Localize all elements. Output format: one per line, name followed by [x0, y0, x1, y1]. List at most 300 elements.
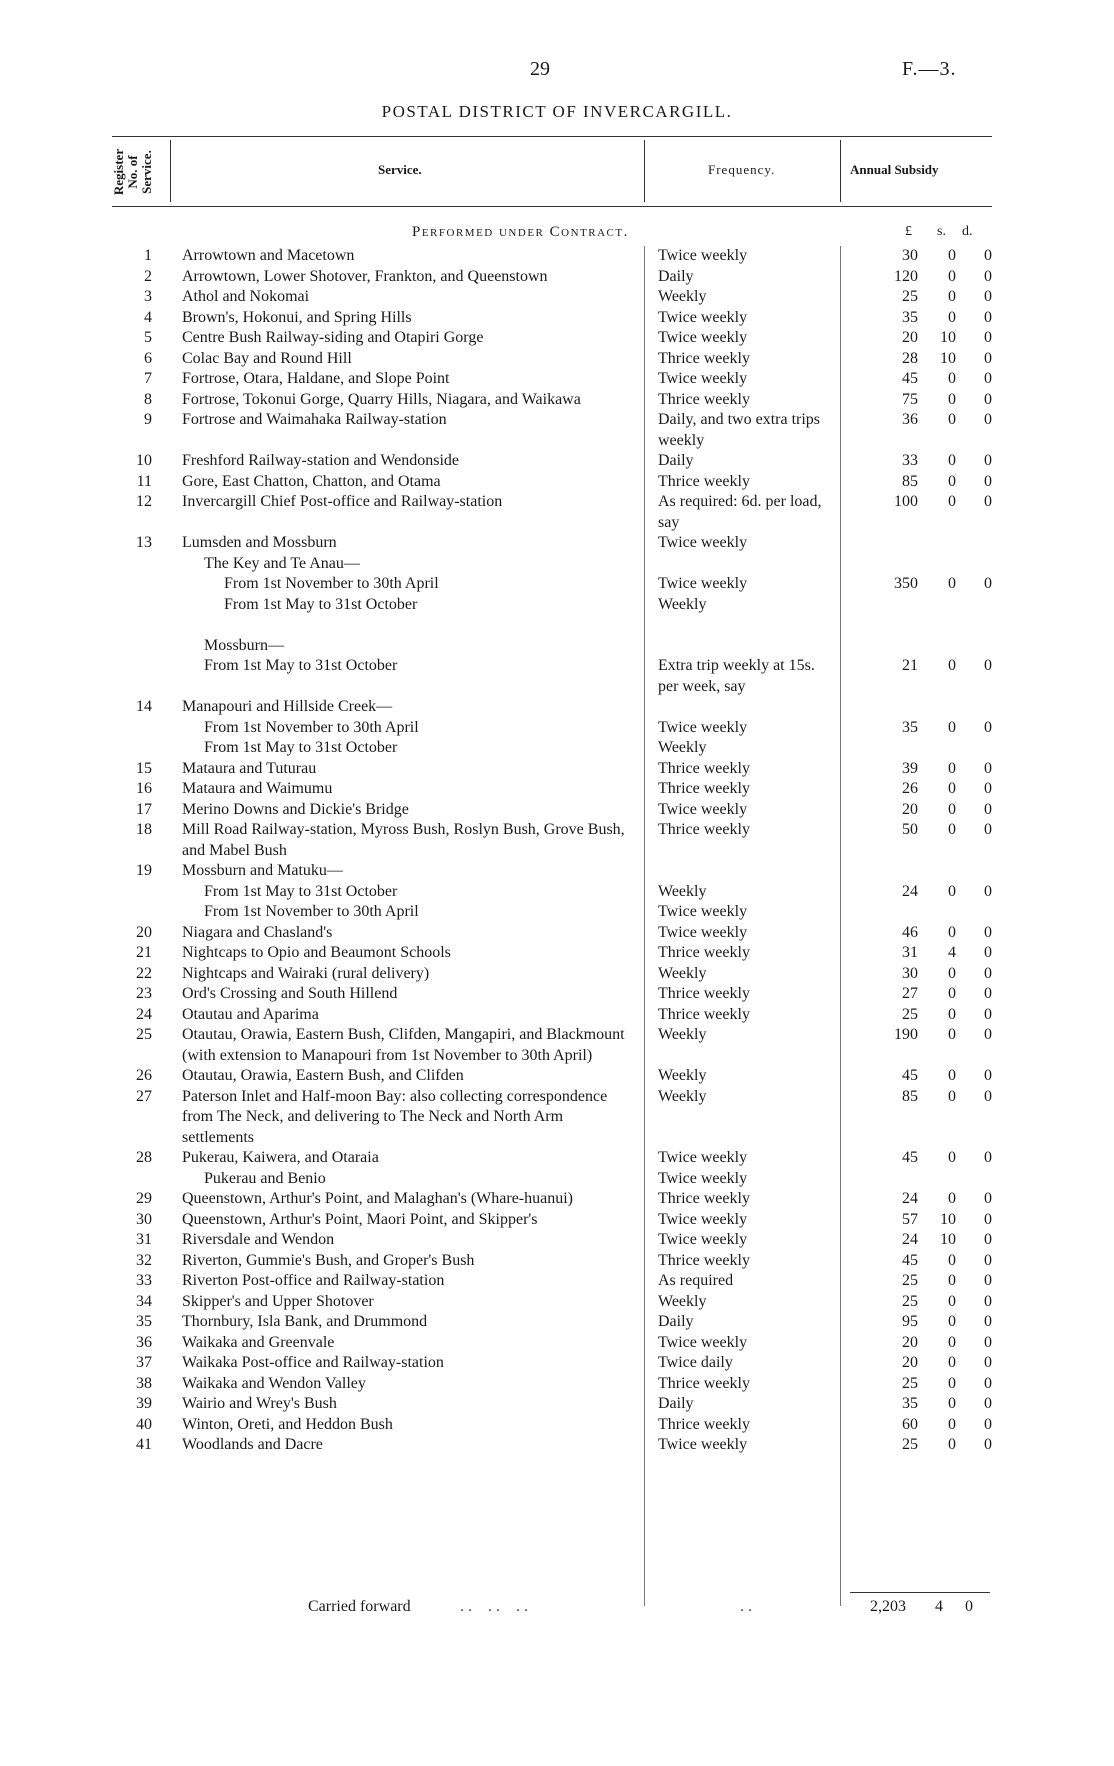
frequency-cell — [638, 697, 828, 718]
pounds-cell — [828, 615, 918, 636]
pounds-cell: 25 — [902, 1272, 918, 1289]
register-number: 25 — [136, 1026, 152, 1043]
pence-cell: 0 — [984, 800, 992, 818]
column-divider — [644, 140, 645, 202]
service-cell: Brown's, Hokonui, and Spring Hills — [182, 308, 412, 326]
shillings-cell — [918, 595, 956, 616]
pounds-cell: 35 — [902, 308, 918, 326]
pence-cell — [956, 595, 992, 616]
leader-dots: . . . . . . — [460, 1598, 528, 1615]
register-number: 2 — [144, 267, 152, 285]
frequency-cell: Twice weekly — [658, 575, 748, 592]
shillings-cell: 4 — [948, 944, 956, 961]
pounds-cell: 24 — [902, 882, 918, 900]
table-row — [0, 882, 1114, 903]
shillings-cell — [918, 861, 956, 882]
table-row — [0, 1415, 1114, 1436]
register-number: 22 — [136, 964, 152, 982]
pounds-cell: 36 — [902, 411, 918, 428]
pence-cell: 0 — [984, 780, 992, 797]
pounds-cell — [828, 861, 918, 882]
service-cell: Mataura and Waimumu — [182, 780, 333, 797]
frequency-cell: As required: 6d. per load, say — [658, 493, 826, 531]
service-cell: Otautau, Orawia, Eastern Bush, and Clifden — [182, 1067, 464, 1084]
pence-cell: 0 — [984, 349, 992, 367]
frequency-cell: Twice weekly — [658, 247, 748, 264]
service-cell: Fortrose, Otara, Haldane, and Slope Point — [182, 370, 450, 387]
table-row — [0, 697, 1114, 718]
frequency-cell: Thrice weekly — [658, 1374, 750, 1392]
shillings-cell — [918, 1169, 956, 1190]
table-row — [0, 738, 1114, 759]
table-row — [0, 369, 1114, 390]
table-row — [0, 718, 1114, 739]
register-number: 3 — [144, 288, 152, 305]
frequency-cell — [638, 636, 828, 657]
shillings-cell: 0 — [948, 308, 956, 326]
pence-cell — [956, 738, 992, 759]
service-cell: Arrowtown, Lower Shotover, Frankton, and Queenstown — [182, 267, 548, 285]
register-column-header: Register No. of Service. — [111, 148, 154, 196]
page-title: POSTAL DISTRICT OF INVERCARGILL. — [381, 102, 733, 121]
table-row — [0, 410, 1114, 451]
pence-cell: 0 — [984, 329, 992, 346]
shillings-cell: 0 — [948, 288, 956, 305]
pence-cell — [956, 636, 992, 657]
shillings-cell: 0 — [948, 882, 956, 900]
pounds-cell: 20 — [902, 329, 918, 346]
register-number: 13 — [136, 534, 152, 551]
pence-cell: 0 — [984, 288, 992, 305]
shillings-cell: 0 — [948, 759, 956, 777]
pounds-cell: 120 — [894, 267, 918, 285]
frequency-cell: Weekly — [658, 288, 707, 305]
frequency-cell: Weekly — [658, 1292, 707, 1310]
service-cell: Pukerau, Kaiwera, and Otaraia — [182, 1149, 379, 1166]
frequency-cell: Twice weekly — [658, 1169, 748, 1187]
pence-cell: 0 — [984, 308, 992, 326]
pounds-cell: 39 — [902, 759, 918, 777]
service-cell: Mossburn and Matuku— — [182, 862, 343, 879]
frequency-cell: Twice weekly — [658, 370, 748, 387]
pounds-cell: 25 — [902, 1374, 918, 1392]
frequency-cell: Twice weekly — [658, 308, 748, 326]
service-cell: Fortrose and Waimahaka Railway-station — [182, 411, 447, 428]
shillings-cell: 0 — [948, 800, 956, 818]
shillings-cell: 0 — [948, 1190, 956, 1207]
pence-cell: 0 — [984, 1149, 992, 1166]
pence-cell: 0 — [984, 964, 992, 982]
pounds-cell: 21 — [902, 657, 918, 674]
pence-cell: 0 — [984, 1354, 992, 1371]
register-number — [0, 636, 166, 657]
frequency-cell — [638, 615, 828, 636]
shillings-cell — [918, 738, 956, 759]
pence-cell — [956, 1169, 992, 1190]
shillings-cell: 0 — [948, 821, 956, 838]
pounds-cell: 35 — [902, 1395, 918, 1412]
shillings-cell: 0 — [948, 1395, 956, 1412]
table-row — [0, 451, 1114, 472]
pounds-cell: 60 — [902, 1415, 918, 1433]
service-cell: Paterson Inlet and Half-moon Bay: also collecting correspondence from The Neck, and delivering to The Neck and North Arm settlements — [182, 1087, 612, 1146]
register-number: 33 — [136, 1272, 152, 1289]
frequency-cell: Weekly — [658, 882, 707, 900]
table-row — [0, 533, 1114, 554]
shillings-cell: 0 — [948, 1087, 956, 1105]
frequency-cell: Extra trip weekly at 15s. per week, say — [658, 657, 819, 695]
shillings-cell: 0 — [948, 1292, 956, 1310]
register-number — [0, 718, 166, 739]
register-number: 12 — [136, 493, 152, 510]
service-cell: Merino Downs and Dickie's Bridge — [182, 800, 409, 818]
shillings-cell: 0 — [948, 247, 956, 264]
service-cell: From 1st May to 31st October — [204, 739, 398, 756]
frequency-cell: Weekly — [658, 1087, 707, 1105]
frequency-cell: Thrice weekly — [658, 1415, 750, 1433]
service-cell: Winton, Oreti, and Heddon Bush — [182, 1415, 393, 1433]
service-table — [0, 246, 1114, 1456]
pence-cell: 0 — [984, 821, 992, 838]
table-row — [0, 820, 1114, 861]
frequency-cell: Thrice weekly — [658, 944, 750, 961]
register-number: 23 — [136, 985, 152, 1002]
pence-cell — [956, 902, 992, 923]
frequency-cell: Thrice weekly — [658, 821, 750, 838]
pounds-cell: 24 — [902, 1190, 918, 1207]
pence-cell: 0 — [984, 1190, 992, 1207]
register-number: 27 — [136, 1087, 152, 1105]
register-number: 20 — [136, 923, 152, 941]
table-row — [0, 943, 1114, 964]
service-cell: From 1st November to 30th April — [204, 718, 419, 736]
table-row — [0, 1312, 1114, 1333]
pence-cell: 0 — [984, 1210, 992, 1228]
pounds-cell: 20 — [902, 1333, 918, 1351]
service-cell: Fortrose, Tokonui Gorge, Quarry Hills, Niagara, and Waikawa — [182, 390, 581, 408]
pence-heading: d. — [962, 224, 973, 239]
service-cell: Invercargill Chief Post-office and Railway-station — [182, 493, 503, 510]
pence-cell: 0 — [984, 370, 992, 387]
service-cell: Otautau and Aparima — [182, 1005, 319, 1023]
service-cell: Lumsden and Mossburn — [182, 534, 337, 551]
register-number: 37 — [136, 1354, 152, 1371]
service-cell: Wairio and Wrey's Bush — [182, 1395, 337, 1412]
pence-cell: 0 — [984, 1251, 992, 1269]
pence-cell: 0 — [984, 1333, 992, 1351]
shillings-cell: 0 — [948, 1313, 956, 1330]
frequency-cell: Weekly — [658, 1026, 707, 1043]
shillings-heading: s. — [937, 224, 946, 239]
pence-cell: 0 — [984, 882, 992, 900]
register-number — [0, 615, 166, 636]
frequency-cell: Twice daily — [658, 1354, 733, 1371]
table-row — [0, 595, 1114, 616]
register-number — [0, 574, 166, 595]
service-cell: Pukerau and Benio — [204, 1169, 326, 1187]
pounds-heading: £ — [905, 224, 912, 239]
shillings-cell: 0 — [948, 493, 956, 510]
register-number — [0, 595, 166, 616]
register-number: 14 — [136, 698, 152, 715]
shillings-cell: 0 — [948, 657, 956, 674]
pence-cell: 0 — [984, 1436, 992, 1453]
service-cell — [166, 615, 638, 636]
service-cell: Waikaka and Wendon Valley — [182, 1374, 366, 1392]
register-number — [0, 1169, 166, 1190]
pence-cell: 0 — [984, 923, 992, 941]
pence-cell: 0 — [984, 1087, 992, 1105]
frequency-cell: Twice weekly — [658, 800, 748, 818]
pounds-cell — [828, 533, 918, 554]
shillings-cell: 0 — [948, 575, 956, 592]
frequency-cell: Daily, and two extra trips weekly — [658, 411, 825, 449]
service-cell: Mill Road Railway-station, Myross Bush, Roslyn Bush, Grove Bush, and Mabel Bush — [182, 821, 629, 859]
pounds-cell: 26 — [902, 780, 918, 797]
pounds-cell: 27 — [902, 985, 918, 1002]
frequency-cell: As required — [658, 1272, 734, 1289]
register-number: 19 — [136, 862, 152, 879]
pence-cell: 0 — [984, 472, 992, 490]
frequency-cell: Twice weekly — [658, 903, 748, 920]
register-number: 31 — [136, 1231, 152, 1248]
register-number: 5 — [144, 329, 152, 346]
service-cell: Centre Bush Railway-siding and Otapiri Gorge — [182, 329, 484, 346]
service-cell: Manapouri and Hillside Creek— — [182, 698, 393, 715]
register-number: 15 — [136, 759, 152, 777]
pounds-cell — [828, 697, 918, 718]
pence-cell: 0 — [984, 1005, 992, 1023]
pounds-cell: 45 — [902, 1067, 918, 1084]
service-cell: Riversdale and Wendon — [182, 1231, 335, 1248]
pounds-cell: 57 — [902, 1210, 918, 1228]
register-number: 1 — [144, 247, 152, 264]
frequency-cell: Twice weekly — [658, 923, 748, 941]
column-divider — [644, 246, 645, 1606]
register-number: 29 — [136, 1190, 152, 1207]
frequency-cell: Thrice weekly — [658, 1251, 750, 1269]
table-row — [0, 1005, 1114, 1026]
document-code: F.—3. — [902, 58, 957, 80]
pounds-cell: 95 — [902, 1313, 918, 1330]
frequency-cell: Twice weekly — [658, 1210, 748, 1228]
column-divider — [840, 246, 841, 1606]
service-cell: Niagara and Chasland's — [182, 923, 333, 941]
pounds-cell — [828, 738, 918, 759]
shillings-cell: 0 — [948, 1272, 956, 1289]
table-row — [0, 1169, 1114, 1190]
frequency-cell: Weekly — [658, 1067, 707, 1084]
pounds-cell: 30 — [902, 964, 918, 982]
shillings-cell: 0 — [948, 985, 956, 1002]
table-row — [0, 984, 1114, 1005]
table-row — [0, 1148, 1114, 1169]
pounds-cell: 46 — [902, 923, 918, 941]
shillings-cell: 0 — [948, 390, 956, 408]
register-number: 36 — [136, 1333, 152, 1351]
table-row — [0, 1333, 1114, 1354]
register-number: 24 — [136, 1005, 152, 1023]
pence-cell: 0 — [984, 1231, 992, 1248]
table-row — [0, 800, 1114, 821]
pence-cell — [956, 697, 992, 718]
shillings-cell: 0 — [948, 1333, 956, 1351]
pounds-cell — [828, 902, 918, 923]
table-row — [0, 472, 1114, 493]
table-row — [0, 328, 1114, 349]
shillings-cell: 10 — [940, 1231, 956, 1248]
service-cell: Thornbury, Isla Bank, and Drummond — [182, 1313, 428, 1330]
service-column-header: Service. — [378, 162, 422, 177]
register-number: 11 — [136, 472, 152, 490]
shillings-cell: 0 — [948, 718, 956, 736]
register-number: 4 — [144, 308, 152, 326]
frequency-cell: Weekly — [658, 964, 707, 982]
table-row — [0, 923, 1114, 944]
carried-forward-pounds: 2,203 — [870, 1598, 906, 1615]
service-cell: Ord's Crossing and South Hillend — [182, 985, 398, 1002]
pounds-cell: 45 — [902, 1251, 918, 1269]
shillings-cell: 0 — [948, 1374, 956, 1392]
frequency-cell: Twice weekly — [658, 1436, 748, 1453]
pounds-cell: 30 — [902, 247, 918, 264]
service-cell: Queenstown, Arthur's Point, Maori Point, and Skipper's — [182, 1210, 538, 1228]
shillings-cell — [918, 554, 956, 575]
pence-cell: 0 — [984, 1272, 992, 1289]
pence-cell: 0 — [984, 452, 992, 469]
pounds-cell: 85 — [902, 472, 918, 490]
table-row — [0, 779, 1114, 800]
table-row — [0, 1087, 1114, 1149]
frequency-cell: Twice weekly — [658, 718, 748, 736]
service-cell: From 1st May to 31st October — [224, 595, 418, 613]
service-cell: Riverton, Gummie's Bush, and Groper's Bush — [182, 1251, 475, 1269]
frequency-cell: Weekly — [658, 595, 707, 613]
page-number: 29 — [530, 58, 550, 80]
shillings-cell: 10 — [940, 1210, 956, 1228]
shillings-cell: 10 — [940, 329, 956, 346]
register-number — [0, 656, 166, 697]
register-number: 16 — [136, 780, 152, 797]
register-number: 32 — [136, 1251, 152, 1269]
shillings-cell: 0 — [948, 411, 956, 428]
register-number: 40 — [136, 1415, 152, 1433]
register-number: 41 — [136, 1436, 152, 1453]
table-row — [0, 1374, 1114, 1395]
service-cell: Athol and Nokomai — [182, 288, 310, 305]
service-cell: Nightcaps and Wairaki (rural delivery) — [182, 964, 430, 982]
register-number: 38 — [136, 1374, 152, 1392]
table-row — [0, 1066, 1114, 1087]
pence-cell: 0 — [984, 1374, 992, 1392]
frequency-cell: Daily — [658, 452, 694, 469]
frequency-cell: Twice weekly — [658, 1231, 748, 1248]
pence-cell — [956, 554, 992, 575]
pounds-cell: 24 — [902, 1231, 918, 1248]
frequency-cell: Thrice weekly — [658, 985, 750, 1002]
pence-cell: 0 — [984, 1026, 992, 1043]
pence-cell — [956, 861, 992, 882]
table-row — [0, 636, 1114, 657]
shillings-cell: 0 — [948, 923, 956, 941]
service-cell: Colac Bay and Round Hill — [182, 349, 352, 367]
register-number: 17 — [136, 800, 152, 818]
pounds-cell: 31 — [902, 944, 918, 961]
total-rule — [850, 1592, 990, 1593]
frequency-cell: Daily — [658, 1313, 694, 1330]
frequency-cell: Thrice weekly — [658, 390, 750, 408]
service-cell: Freshford Railway-station and Wendonside — [182, 452, 460, 469]
pounds-cell: 45 — [902, 370, 918, 387]
shillings-cell — [918, 636, 956, 657]
pounds-cell: 25 — [902, 1292, 918, 1310]
service-cell: Skipper's and Upper Shotover — [182, 1292, 374, 1310]
table-row — [0, 1189, 1114, 1210]
pounds-cell — [828, 554, 918, 575]
service-cell: Waikaka and Greenvale — [182, 1333, 335, 1351]
pounds-cell: 45 — [902, 1149, 918, 1166]
carried-forward-shillings: 4 — [935, 1598, 943, 1615]
pence-cell: 0 — [984, 657, 992, 674]
pence-cell — [956, 533, 992, 554]
shillings-cell: 0 — [948, 452, 956, 469]
service-cell: Arrowtown and Macetown — [182, 247, 355, 264]
pence-cell: 0 — [984, 1313, 992, 1330]
frequency-cell: Daily — [658, 267, 694, 285]
table-row — [0, 964, 1114, 985]
register-number: 8 — [144, 390, 152, 408]
register-number: 18 — [136, 821, 152, 838]
pounds-cell: 33 — [902, 452, 918, 469]
register-number: 26 — [136, 1067, 152, 1084]
register-number: 7 — [144, 370, 152, 387]
table-row — [0, 656, 1114, 697]
frequency-cell: Daily — [658, 1395, 694, 1412]
shillings-cell: 0 — [948, 472, 956, 490]
table-row — [0, 287, 1114, 308]
table-row — [0, 349, 1114, 370]
frequency-cell: Thrice weekly — [658, 1190, 750, 1207]
shillings-cell: 0 — [948, 1415, 956, 1433]
pence-cell — [956, 615, 992, 636]
pounds-cell: 85 — [902, 1087, 918, 1105]
shillings-cell: 0 — [948, 964, 956, 982]
pounds-cell — [828, 595, 918, 616]
frequency-cell: Thrice weekly — [658, 780, 750, 797]
frequency-cell: Twice weekly — [658, 534, 748, 551]
shillings-cell: 10 — [940, 349, 956, 367]
shillings-cell: 0 — [948, 780, 956, 797]
register-number — [0, 902, 166, 923]
pounds-cell: 20 — [902, 1354, 918, 1371]
frequency-cell: Weekly — [658, 739, 707, 756]
shillings-cell: 0 — [948, 267, 956, 285]
service-cell: Gore, East Chatton, Chatton, and Otama — [182, 472, 441, 490]
shillings-cell: 0 — [948, 1067, 956, 1084]
table-row — [0, 1025, 1114, 1066]
shillings-cell — [918, 615, 956, 636]
table-row — [0, 1210, 1114, 1231]
shillings-cell — [918, 902, 956, 923]
service-cell: Nightcaps to Opio and Beaumont Schools — [182, 944, 451, 961]
frequency-cell: Thrice weekly — [658, 349, 750, 367]
register-number: 9 — [144, 411, 152, 428]
table-row — [0, 574, 1114, 595]
table-row — [0, 554, 1114, 575]
shillings-cell: 0 — [948, 370, 956, 387]
pounds-cell: 350 — [894, 575, 918, 592]
service-cell: Riverton Post-office and Railway-station — [182, 1272, 445, 1289]
